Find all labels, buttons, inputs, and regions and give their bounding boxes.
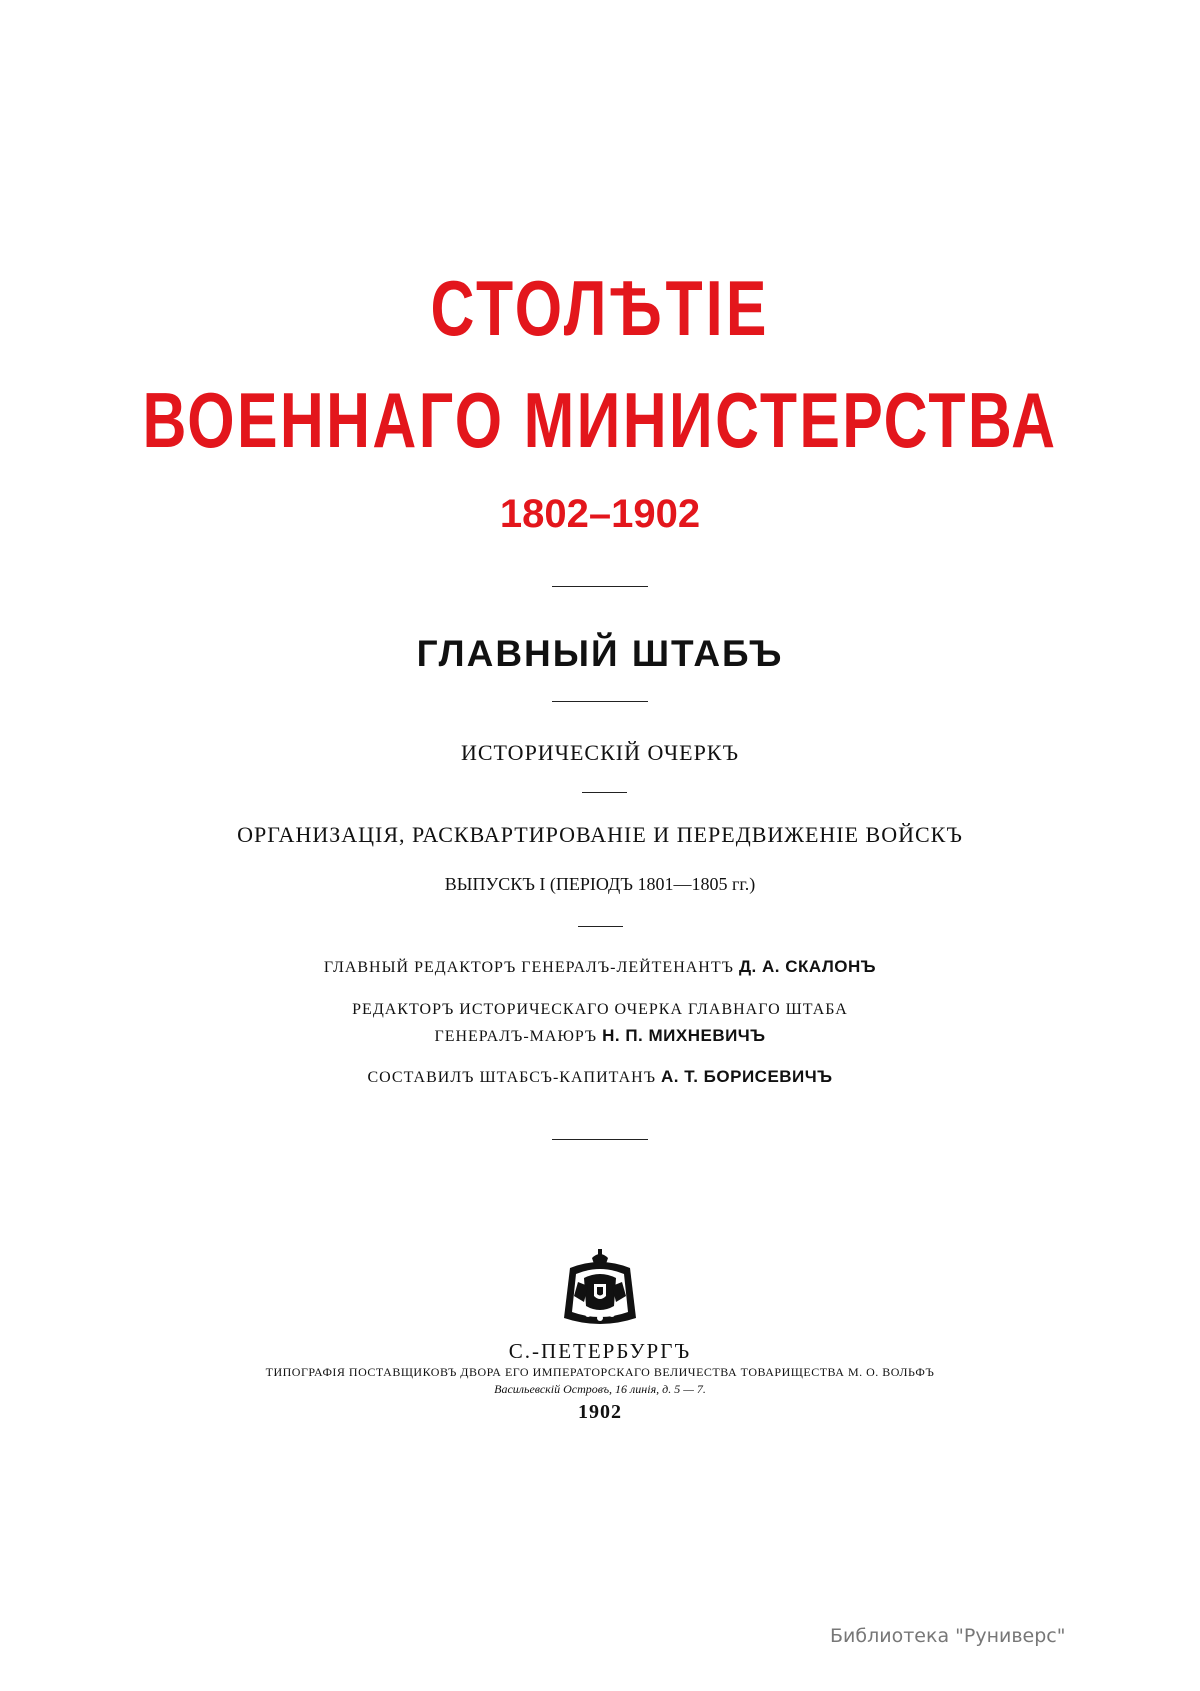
- imprint-city: С.-ПЕТЕРБУРГЪ: [508, 1339, 692, 1363]
- imprint-address: Васильевскій Островъ, 16 линія, д. 5 — 7.: [494, 1382, 706, 1396]
- chief-editor-role: ГЛАВНЫЙ РЕДАКТОРЪ ГЕНЕРАЛЪ-ЛЕЙТЕНАНТЪ: [323, 959, 734, 976]
- history-editor-role: РЕДАКТОРЪ ИСТОРИЧЕСКАГО ОЧЕРКА ГЛАВНАГО ШТАБА: [352, 1001, 848, 1018]
- title-line-2: ВОЕННАГО МИНИСТЕРСТВА: [142, 376, 1058, 464]
- chief-editor-name: Д. А. СКАЛОНЪ: [738, 957, 877, 976]
- history-editor-rank: ГЕНЕРАЛЪ-МАЮРЪ: [434, 1028, 598, 1045]
- divider-rule: [582, 792, 627, 793]
- compiler-role: СОСТАВИЛЪ ШТАБСЪ-КАПИТАНЪ: [367, 1069, 657, 1086]
- divider-rule: [552, 586, 648, 587]
- history-editor-name: Н. П. МИХНЕВИЧЪ: [602, 1026, 766, 1045]
- compiler-line: [0, 1067, 1200, 1088]
- divider-rule: [552, 1139, 648, 1140]
- library-watermark: Библиотека "Руниверс": [830, 1625, 1066, 1647]
- chief-editor-line: [0, 957, 1200, 978]
- divider-rule: [578, 926, 623, 927]
- subtitle: ИСТОРИЧЕСКІЙ ОЧЕРКЪ: [460, 740, 740, 765]
- imprint-year: 1902: [578, 1401, 622, 1423]
- history-editor-role-line: [0, 1000, 1200, 1020]
- main-heading: ГЛАВНЫЙ ШТАБЪ: [416, 633, 784, 674]
- divider-rule: [552, 701, 648, 702]
- compiler-name: А. Т. БОРИСЕВИЧЪ: [661, 1067, 833, 1086]
- history-editor-line: [0, 1026, 1200, 1047]
- issue-line: ВЫПУСКЪ I (ПЕРІОДЪ 1801—1805 гг.): [444, 874, 756, 894]
- imprint-printer: ТИПОГРАФІЯ ПОСТАВЩИКОВЪ ДВОРА ЕГО ИМПЕРАТОРСКАГО ВЕЛИЧЕСТВА ТОВАРИЩЕСТВА М. О. ВОЛЬФЪ: [265, 1365, 935, 1379]
- imperial-eagle-emblem-icon: [558, 1248, 642, 1332]
- organisation-line: ОРГАНИЗАЦІЯ, РАСКВАРТИРОВАНІЕ И ПЕРЕДВИЖЕНІЕ ВОЙСКЪ: [237, 822, 963, 847]
- title-years: 1802–1902: [499, 492, 701, 536]
- title-line-1: СТОЛѢТІЕ: [430, 264, 770, 352]
